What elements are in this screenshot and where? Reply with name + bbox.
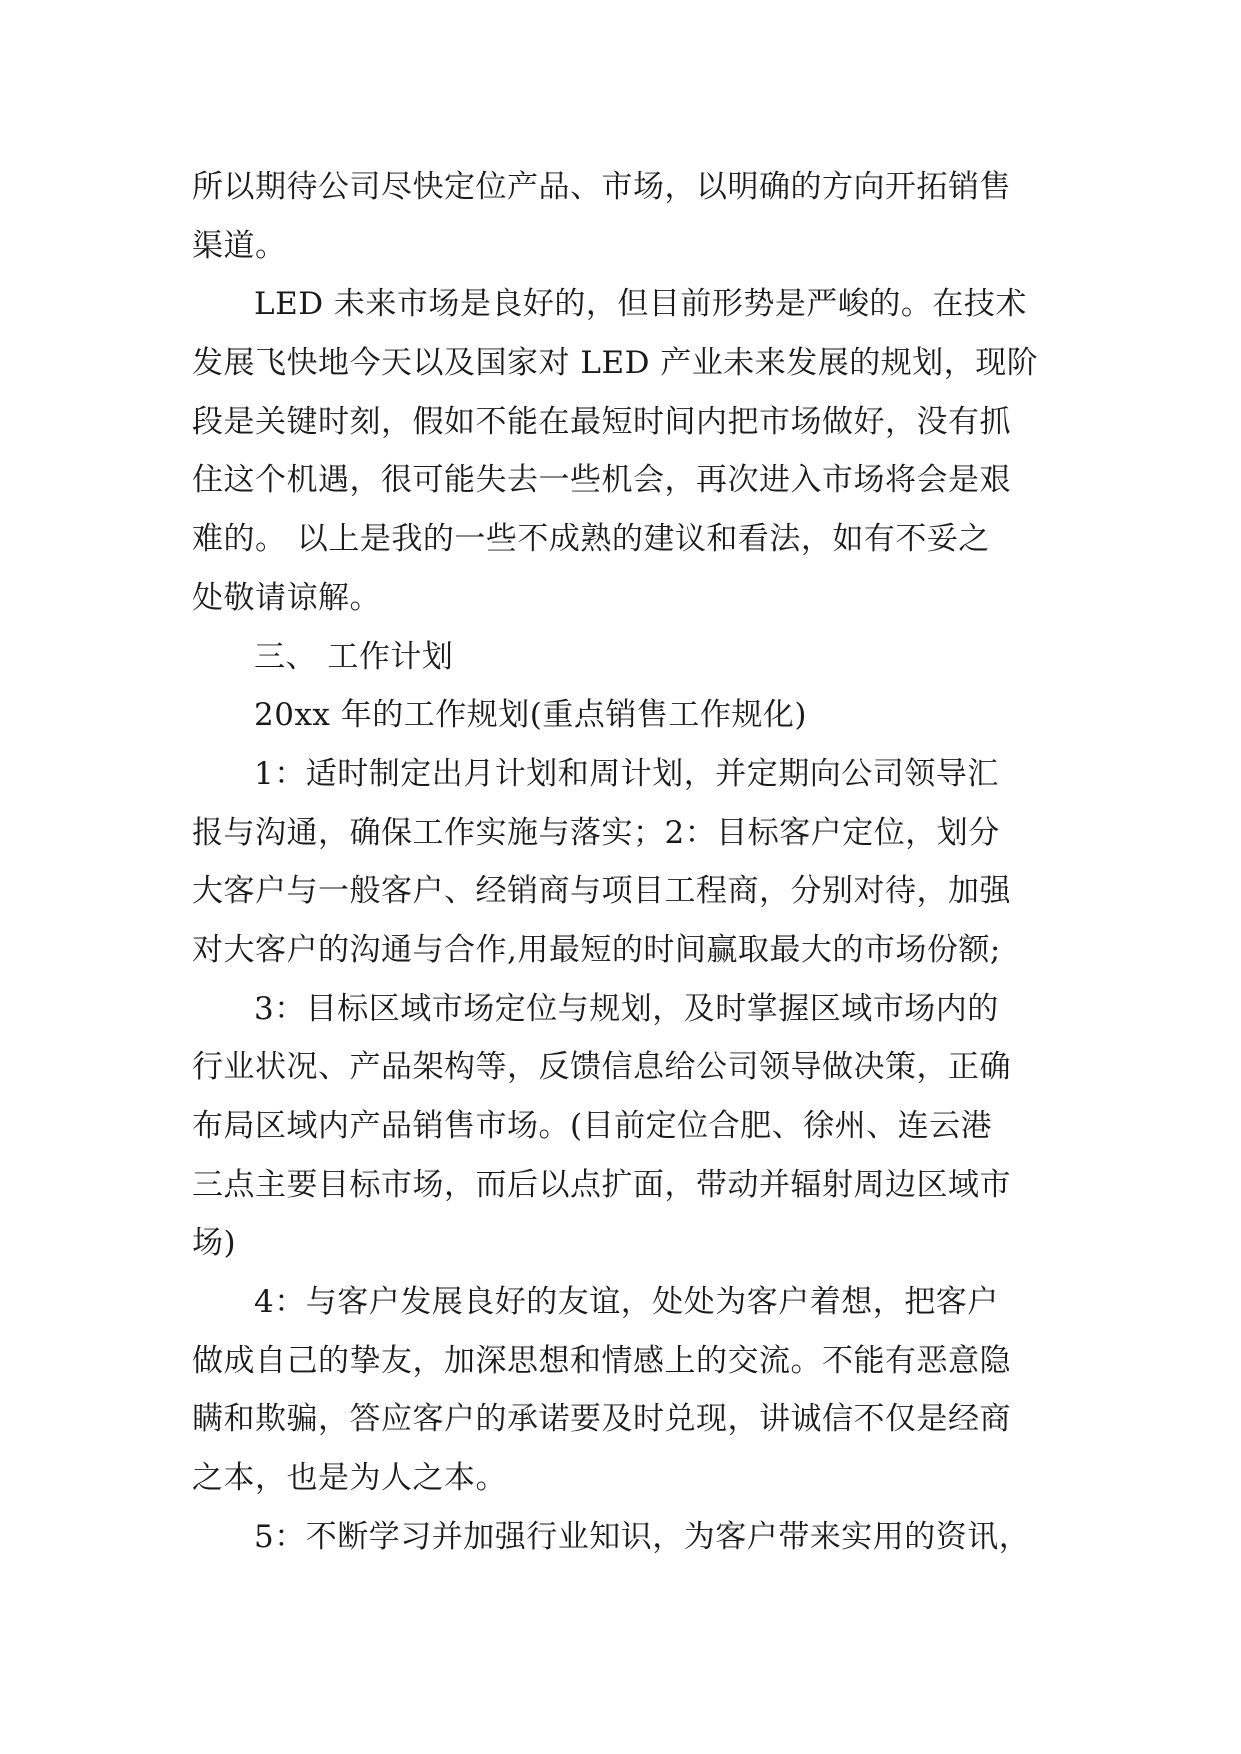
text-line: 之本，也是为人之本。 — [192, 1460, 507, 1497]
text-line: 行业状况、产品架构等，反馈信息给公司领导做决策，正确 — [192, 1049, 1011, 1086]
text-line: 场) — [192, 1225, 237, 1262]
text-line: 三点主要目标市场，而后以点扩面，带动并辐射周边区域市 — [192, 1166, 1011, 1203]
list-item-1-start: 1：适时制定出月计划和周计划，并定期向公司领导汇 — [254, 755, 999, 792]
text-line: 难的。 以上是我的一些不成熟的建议和看法，如有不妥之 — [192, 521, 990, 558]
text-line: 报与沟通，确保工作实施与落实；2：目标客户定位，划分 — [192, 814, 1000, 851]
text-line: 对大客户的沟通与合作,用最短的时间赢取最大的市场份额; — [192, 931, 1001, 968]
list-item-4-start: 4：与客户发展良好的友谊，处处为客户着想，把客户 — [254, 1284, 999, 1321]
paragraph-start-line: LED 未来市场是良好的，但目前形势是严峻的。在技术 — [254, 286, 1027, 323]
list-item-5-start: 5：不断学习并加强行业知识，为客户带来实用的资讯， — [254, 1518, 1031, 1555]
document-body — [192, 158, 1050, 1567]
subheading-line: 20xx 年的工作规划(重点销售工作规化) — [254, 697, 807, 734]
text-line: 所以期待公司尽快定位产品、市场，以明确的方向开拓销售 — [192, 169, 1011, 205]
section-heading: 三、 工作计划 — [254, 638, 454, 675]
text-line: 住这个机遇，很可能失去一些机会，再次进入市场将会是艰 — [192, 462, 1011, 499]
text-line: 处敬请谅解。 — [192, 579, 381, 616]
text-line: 发展飞快地今天以及国家对 LED 产业未来发展的规划，现阶 — [192, 345, 1039, 382]
text-line: 做成自己的挚友，加深思想和情感上的交流。不能有恶意隐 — [192, 1342, 1011, 1379]
text-line: 段是关键时刻，假如不能在最短时间内把市场做好，没有抓 — [192, 403, 1011, 440]
text-line: 布局区域内产品销售市场。(目前定位合肥、徐州、连云港 — [192, 1108, 993, 1144]
text-line: 瞒和欺骗，答应客户的承诺要及时兑现，讲诚信不仅是经商 — [192, 1401, 1011, 1438]
text-line: 渠道。 — [192, 227, 287, 264]
list-item-3-start: 3：目标区域市场定位与规划，及时掌握区域市场内的 — [254, 990, 999, 1027]
text-line: 大客户与一般客户、经销商与项目工程商，分别对待，加强 — [192, 873, 1011, 910]
